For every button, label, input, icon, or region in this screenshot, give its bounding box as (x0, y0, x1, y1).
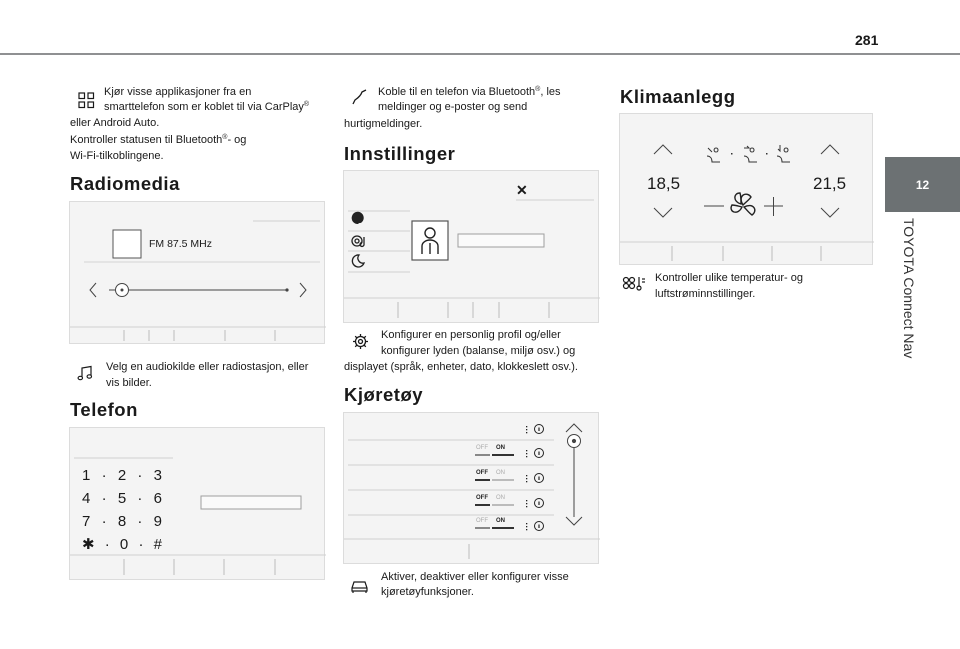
radiomedia-desc-1: Velg en audiokilde eller radiostasjon, eller (106, 361, 309, 373)
key-separator: · (138, 536, 144, 553)
close-icon[interactable]: ✕ (516, 182, 528, 198)
toggle-on-label[interactable]: ON (496, 518, 505, 524)
key-8[interactable]: 8 (117, 513, 127, 530)
telefon-heading: Telefon (70, 399, 138, 420)
apps-line-3: eller Android Auto. (70, 117, 160, 129)
fan-icon[interactable] (731, 193, 755, 215)
keypad-row-1 (82, 464, 162, 487)
keypad-row-2 (82, 487, 162, 510)
chapter-side-label (886, 218, 934, 378)
page-number: 281 (855, 32, 879, 48)
key-2[interactable]: 2 (117, 467, 127, 484)
innstillinger-desc-1: Konfigurer en personlig profil og/eller (381, 329, 561, 341)
key-6[interactable]: 6 (153, 490, 162, 507)
toggle-off-label: OFF (476, 518, 488, 524)
connect-line-1: Koble til en telefon via Bluetooth®, les (378, 86, 561, 98)
kjoretoy-desc-2: kjøretøyfunksjoner. (381, 586, 474, 598)
gear-icon (352, 333, 369, 350)
toggle-on-label: ON (496, 495, 505, 501)
night-mode-icon (352, 255, 364, 267)
toggle-on-label: ON (496, 470, 505, 476)
key-separator: · (104, 536, 110, 553)
key-7[interactable]: 7 (82, 513, 91, 530)
toggle-off-label[interactable]: OFF (476, 495, 488, 501)
temp-right-value: 21,5 (813, 174, 847, 193)
radiomedia-desc-2: vis bilder. (106, 377, 152, 389)
toggle-on-label[interactable]: ON (496, 445, 505, 451)
klimaanlegg-desc-1: Kontroller ulike temperatur- og (655, 272, 803, 284)
kjoretoy-desc-1: Aktiver, deaktiver eller konfigurer visse (381, 571, 569, 583)
telefon-screen (69, 427, 325, 580)
key-0[interactable]: 0 (119, 536, 129, 553)
fan-temperature-icon (622, 275, 646, 291)
radiomedia-screen (69, 201, 325, 344)
key-separator: · (101, 513, 107, 530)
airflow-mode-icons[interactable] (707, 145, 790, 162)
key-star[interactable]: ✱ (82, 536, 95, 553)
innstillinger-heading: Innstillinger (344, 143, 456, 164)
innstillinger-desc-3: displayet (språk, enheter, dato, klokkeslett osv.). (344, 361, 578, 373)
scroll-slider[interactable] (566, 424, 582, 525)
key-hash[interactable]: # (153, 536, 162, 553)
sound-settings-icon (352, 236, 364, 246)
keypad (82, 464, 162, 556)
top-rule (0, 53, 960, 55)
key-separator: · (101, 490, 107, 507)
key-separator: · (101, 467, 107, 484)
key-9[interactable]: 9 (153, 513, 162, 530)
key-5[interactable]: 5 (117, 490, 127, 507)
phone-handset-icon (351, 89, 368, 106)
radiomedia-heading: Radiomedia (70, 173, 180, 194)
innstillinger-desc-2: konfigurer lyden (balanse, miljø osv.) og (381, 345, 576, 357)
apps-line-5: Wi-Fi-tilkoblingene. (70, 150, 164, 162)
klimaanlegg-heading: Klimaanlegg (620, 86, 736, 107)
radio-station-label: FM 87.5 MHz (149, 238, 213, 250)
toggle-off-label: OFF (476, 445, 488, 451)
innstillinger-screen (343, 170, 599, 323)
connect-line-2: meldinger og e-poster og send (378, 101, 528, 113)
kjoretoy-heading: Kjøretøy (344, 384, 424, 405)
apps-line-1: Kjør visse applikasjoner fra en (104, 86, 252, 98)
keypad-row-3 (82, 510, 162, 533)
key-3[interactable]: 3 (153, 467, 162, 484)
key-4[interactable]: 4 (82, 490, 91, 507)
keypad-row-4 (82, 533, 162, 556)
car-icon (350, 578, 369, 594)
music-note-icon (77, 365, 94, 382)
temp-left-value: 18,5 (647, 174, 681, 193)
kjoretoy-screen (343, 412, 599, 564)
key-separator: · (137, 490, 143, 507)
connect-line-3: hurtigmeldinger. (344, 118, 423, 130)
key-separator: · (137, 467, 143, 484)
toggle-off-label[interactable]: OFF (476, 470, 488, 476)
apps-line-4: Kontroller statusen til Bluetooth®- og (70, 134, 247, 146)
key-separator: · (137, 513, 143, 530)
key-1[interactable]: 1 (82, 467, 91, 484)
chapter-title: TOYOTA Connect Nav (901, 218, 917, 359)
palette-icon (352, 212, 364, 224)
klimaanlegg-screen (619, 113, 873, 265)
klimaanlegg-desc-2: luftstrøminnstillinger. (655, 288, 756, 300)
chapter-tab[interactable]: 12 (885, 157, 960, 212)
grid-apps-icon (78, 92, 95, 109)
apps-line-2: smarttelefon som er koblet til via CarPlay® (104, 101, 310, 113)
